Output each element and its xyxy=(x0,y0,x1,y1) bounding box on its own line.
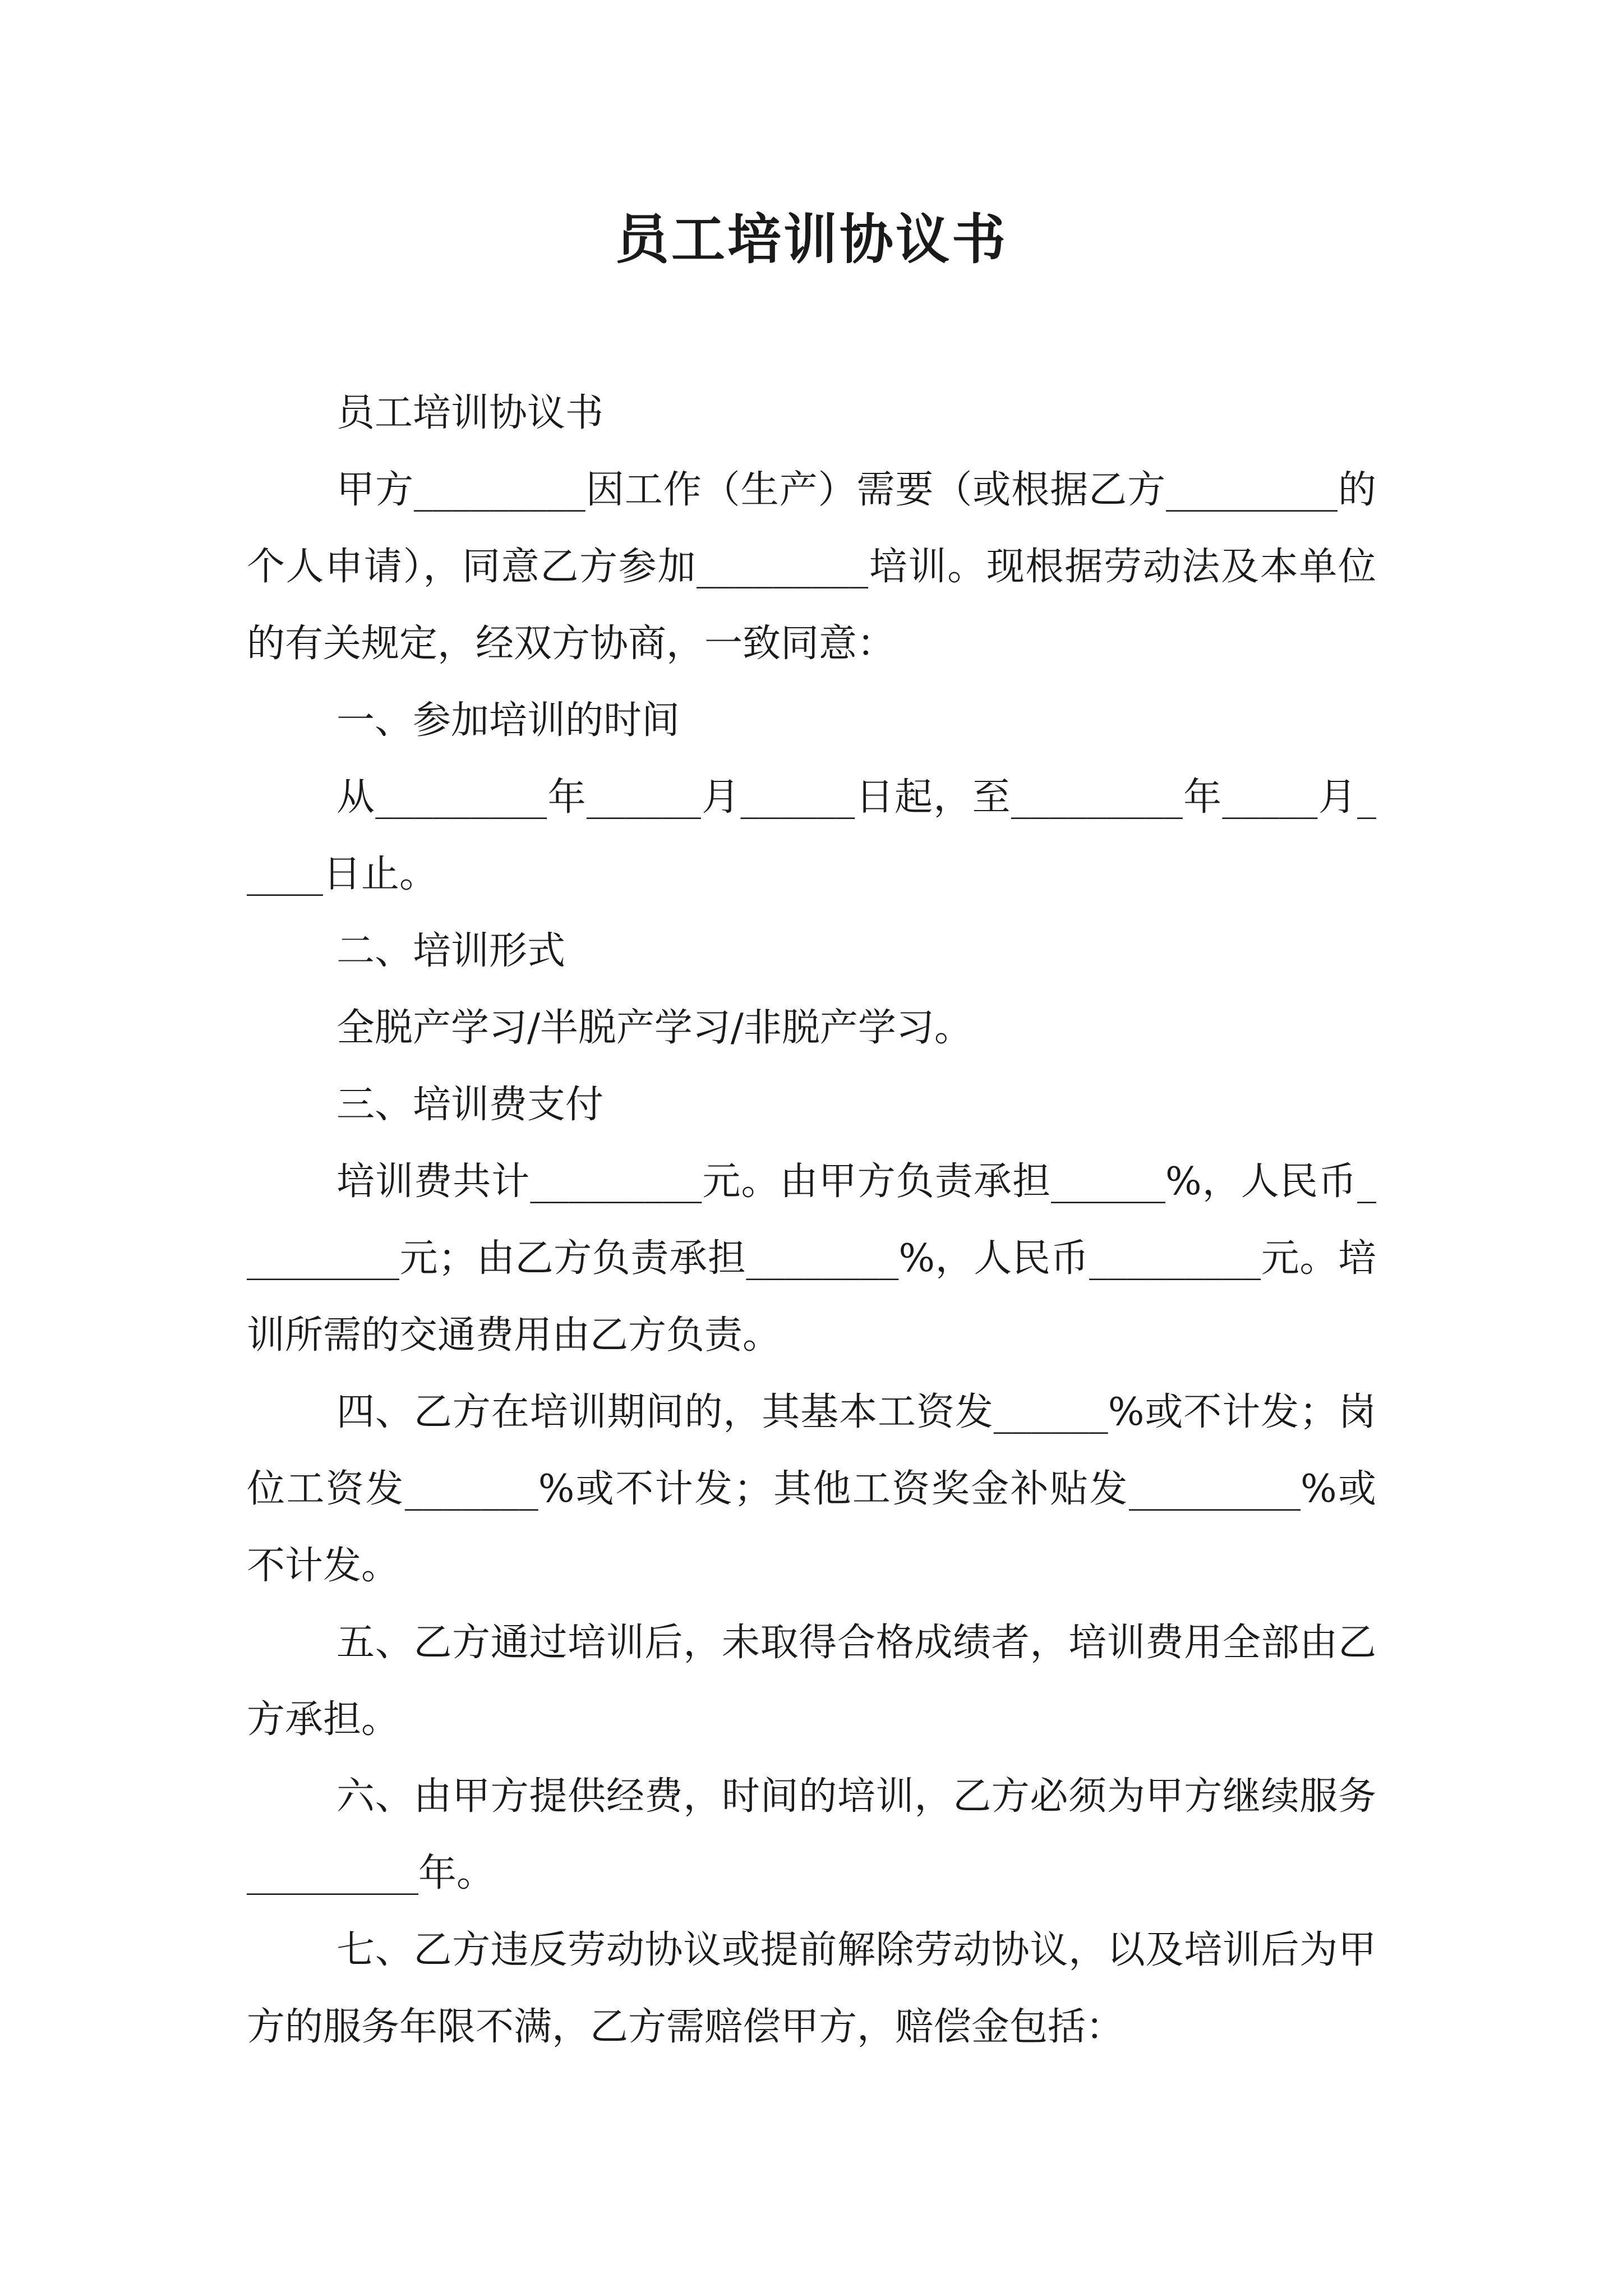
paragraph-training-fee: 培训费共计_________元。由甲方负责承担______%，人民币_________元；由乙方负责承担________%，人民币_________元。培训所需的交通费用由乙方负责。 xyxy=(247,1159,1376,1358)
section-heading-3: 三、培训费支付 xyxy=(336,1083,604,1127)
paragraph-section-5: 五、乙方通过培训后，未取得合格成绩者，培训费用全部由乙方承担。 xyxy=(247,1621,1376,1742)
paragraph-heading: 员工培训协议书 xyxy=(336,391,604,435)
section-heading-2: 二、培训形式 xyxy=(336,929,566,973)
document-body xyxy=(247,375,1376,2065)
section-heading-1: 一、参加培训的时间 xyxy=(336,698,680,743)
paragraph-section-6: 六、由甲方提供经费，时间的培训，乙方必须为甲方继续服务_________年。 xyxy=(247,1774,1376,1895)
paragraph-training-period: 从_________年______月______日起，至_________年_____月_____日止。 xyxy=(247,775,1376,896)
paragraph-preamble: 甲方_________因工作（生产）需要（或根据乙方_________的个人申请），同意乙方参加_________培训。现根据劳动法及本单位的有关规定，经双方协商，一致同意： xyxy=(247,468,1376,666)
paragraph-training-form: 全脱产学习/半脱产学习/非脱产学习。 xyxy=(336,1006,972,1050)
paragraph-section-4: 四、乙方在培训期间的，其基本工资发______%或不计发；岗位工资发_______%或不计发；其他工资奖金补贴发_________%或不计发。 xyxy=(247,1390,1376,1588)
document-title: 员工培训协议书 xyxy=(615,208,1008,271)
paragraph-section-7: 七、乙方违反劳动协议或提前解除劳动协议，以及培训后为甲方的服务年限不满，乙方需赔偿甲方，赔偿金包括： xyxy=(247,1928,1376,2049)
